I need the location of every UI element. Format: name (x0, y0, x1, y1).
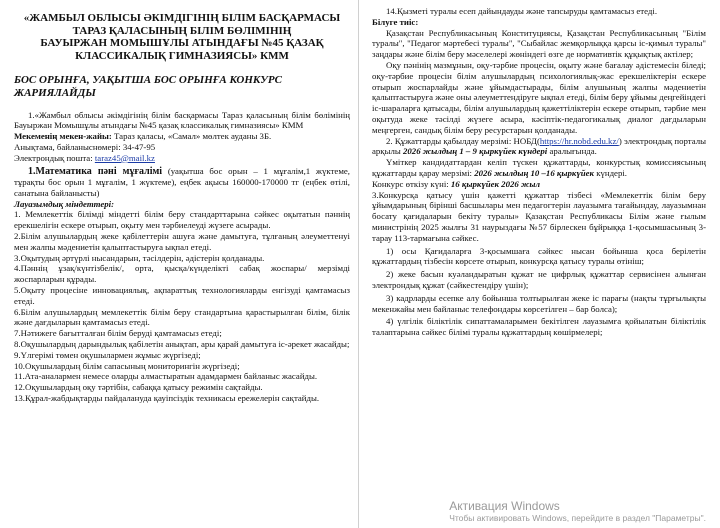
nobd-link[interactable]: https://hr.nobd.edu.kz/ (539, 135, 619, 146)
eval-pre: Үміткер кандидаттардан келіп түскен құжаттарды, конкурстық комиссиясының құжаттарды қарау мерзімі: (372, 157, 706, 178)
deadline-dates: 2026 жылдың 1 – 9 қыркүйек күндері (403, 146, 548, 157)
deadline-mid: ) электрондық порталы арқылы (372, 135, 706, 157)
intro-paragraph: 1.«Жамбыл облысы әкімдігінің білім басқармасы Тараз қаласының білім бөлімінің Бауыржан Момышұлы атындағы №45 қазақ классикалық гимназиясы» КММ (14, 109, 350, 131)
phone-line: Анықтама, байланыснөмері: 34-47-95 (14, 141, 156, 152)
email-line (14, 153, 350, 164)
eval-dates: 2026 жылдың 10 –16 қыркүйек (474, 167, 594, 178)
duty-item: 11.Ата-аналармен немесе оларды алмастыратын адамдармен байланыс жасайды. (14, 371, 318, 382)
duty-item: 7.Нәтижеге бағытталған білім беруді қамтамасыз етеді; (14, 328, 222, 339)
duty-item: 1. Мемлекеттік білімді міндетті білім беру стандарттарына сәйкес оқытатын пәннің ерекшелігін ескере отырып, оқыту мен тәрбиелеуді жүзеге асырады. (14, 209, 350, 231)
document-item: 4) үлгілік біліктілік сипаттамаларымен бекітілген лауазымға қойылатын біліктілік талаптарына сәйкес білімі туралы құжаттардың көшірмелері; (372, 316, 706, 338)
knowledge-paragraph: Қазақстан Республикасының Конституциясы, Қазақстан Республикасының "Білім туралы", "Педагог мәртебесі туралы", "Сыбайлас жемқорлыққа қарсы іс-қимыл туралы" заңдары және білім беру мәселелері жөніндегі өзге де нормативтік құқықтық актілер; (372, 27, 706, 60)
right-page (360, 0, 720, 528)
watermark-title: Активация Windows (449, 499, 560, 513)
contest-date-line (372, 179, 706, 190)
title-line: «ЖАМБЫЛ ОБЛЫСЫ ӘКІМДІГІНІҢ БІЛІМ БАСҚАРМАСЫ (23, 12, 341, 24)
duty-item: 4.Пәннің ұзақ/күнтізбелік/, орта, қысқа/күнделікті сабақ жоспары/ мерзімді жоспарларын құрады. (14, 263, 350, 285)
knowledge-title: Білуге тиіс: (372, 16, 419, 27)
duty-item: 13.Құрал-жабдықтарды пайдалануда қауіпсіздік техникасы ережелерін сақтайды. (14, 392, 320, 403)
duty-item-14: 14.Қызметі туралы есеп дайындауды және тапсыруды қамтамасыз етеді. (386, 6, 658, 16)
watermark-subtitle: Чтобы активировать Windows, перейдите в раздел "Параметры". (449, 513, 706, 523)
contest-pre: Конкурс өткізу күні: (372, 178, 451, 189)
duty-item: 9.Үлгерімі төмен оқушылармен жұмыс жүргізеді; (14, 349, 201, 360)
address-label: Мекеменің мекен-жайы: (14, 131, 112, 142)
duty-item: 6.Білім алушылардың мемлекеттік білім беру стандартына қарастырылған білім, білік және дағдыларын қамтамасыз етеді. (14, 306, 350, 328)
document-item: 1) осы Қағидаларға 3-қосымшаға сәйкес нысан бойынша қоса берілетін құжаттардың тізбесін көрсете отырып, конкурсқа қатысу туралы өтініш; (372, 245, 706, 267)
announcement-heading: БОС ОРЫНҒА, УАҚЫТША БОС ОРЫНҒА КОНКУРС ЖАРИЯЛАЙДЫ (14, 74, 282, 99)
knowledge-paragraph: Оқу пәнінің мазмұнын, оқу-тәрбие процесін, оқыту және бағалау әдістемесін біледі; оқу-тәрбие процесін білім алушылардың психологиялық-жас ерекшеліктерін ескере отырып жоспарлайды және ұйымдастырады, білім алушының жалпы мәдениетін қалыптастыруға және оны әлеуметтендіруге ықпал етеді, білім беру ұйымы деңгейіндегі іс-шараларға қатысады, білім алушылардың қажеттіліктерін ескере отырып, тәрбие мен оқытуда жеке тәсілді жүзеге асыра, кәсіптік-педагогикалық диалог дағдыларын меңгерген, сандық білім беру ресурстарын қолданады. (372, 59, 706, 135)
duty-item: 12.Оқушылардың оқу тәртібін, сабаққа қатысу режимін сақтайды. (14, 382, 263, 393)
duty-item: 3.Оқытудың әртүрлі нысандарын, тәсілдерін, әдістерін қолданады. (14, 252, 265, 263)
duty-item: 5.Оқыту процесіне инновациялық, ақпараттық технологияларды енгізуді қамтамасыз етеді. (14, 285, 350, 306)
documents-intro: 3.Конкурсқа қатысу үшін қажетті құжаттар тізбесі «Мемлекеттік білім беру ұйымдарының бірінші басшылары мен педагогтерін лауазымға тағайындау, лауазымнан босату қағидаларын бекіту туралы» Қазақстан Республикасы Білім және ғылым министрінің 2025 жылғы 31 наурыздағы №57 бірлескен бұйрыққа 1-қосымшасының 3-тарау 113-тармағына сәйкес. (372, 189, 706, 243)
address-value: Тараз қаласы, «Самал» мөлтек ауданы 3Б. (111, 131, 272, 142)
deadline-post: аралығында. (547, 146, 597, 157)
deadline-paragraph (372, 136, 706, 158)
duty-item: 10.Оқушылардың білім сапасының мониторингін жүргізеді; (14, 360, 240, 371)
school-title (14, 12, 350, 62)
evaluation-paragraph (372, 157, 706, 179)
title-line: КЛАССИКАЛЫҚ ГИМНАЗИЯСЫ» КММ (75, 49, 289, 62)
page-divider (358, 0, 359, 528)
title-line: БАУЫРЖАН МОМЫШҰЛЫ АТЫНДАҒЫ №45 ҚАЗАҚ (40, 37, 324, 50)
document-item: 3) кадрларды есепке алу бойынша толтырылған жеке іс парағы (нақты тұрғылықты мекенжайы мен байланыс телефондары көрсетілген – бар болса); (372, 292, 706, 314)
address-line (14, 131, 350, 142)
position-paragraph (14, 166, 350, 199)
duty-item: 8.Оқушылардың дарындылық қабілетін анықтап, ары қарай дамытуға іс-әрекет жасайды; (14, 339, 350, 349)
document-item: 2) жеке басын куәландыратын құжат не цифрлық құжаттар сервисінен алынған электрондық құжат (сәйкестендіру үшін); (372, 269, 706, 290)
windows-activation-watermark (449, 499, 706, 524)
eval-post: күндері. (594, 167, 628, 178)
duty-item: 2.Білім алушылардың жеке қабілеттерін ашуға және дамытуға, тұлғаның әлеуметтенуі мен жалпы мәдениетін қалыптастыруға ықпал етеді. (14, 231, 350, 252)
email-label: Электрондық пошта: (14, 152, 95, 163)
email-link[interactable]: taraz45@mail.kz (94, 152, 155, 163)
deadline-pre: 2. Құжаттарды қабылдау мерзімі: НОБД( (386, 135, 540, 146)
duties-title: Лауазымдық міндеттері: (14, 198, 115, 209)
position-title: 1.Математика пәні мұғалімі (28, 165, 163, 177)
contest-date: 16 қыркүйек 2026 жыл (450, 178, 540, 189)
position-details: (уақытша бос орын – 1 мұғалім,1 жүктеме, тұрақты бос орын 1 мұғалім, 1 жүктеме), еңбек ақысы 160000-170000 тг (еңбек өтілі, санатына байланысты) (14, 165, 350, 198)
title-line: ТАРАЗ ҚАЛАСЫНЫҢ БІЛІМ БӨЛІМІНІҢ (72, 24, 292, 37)
